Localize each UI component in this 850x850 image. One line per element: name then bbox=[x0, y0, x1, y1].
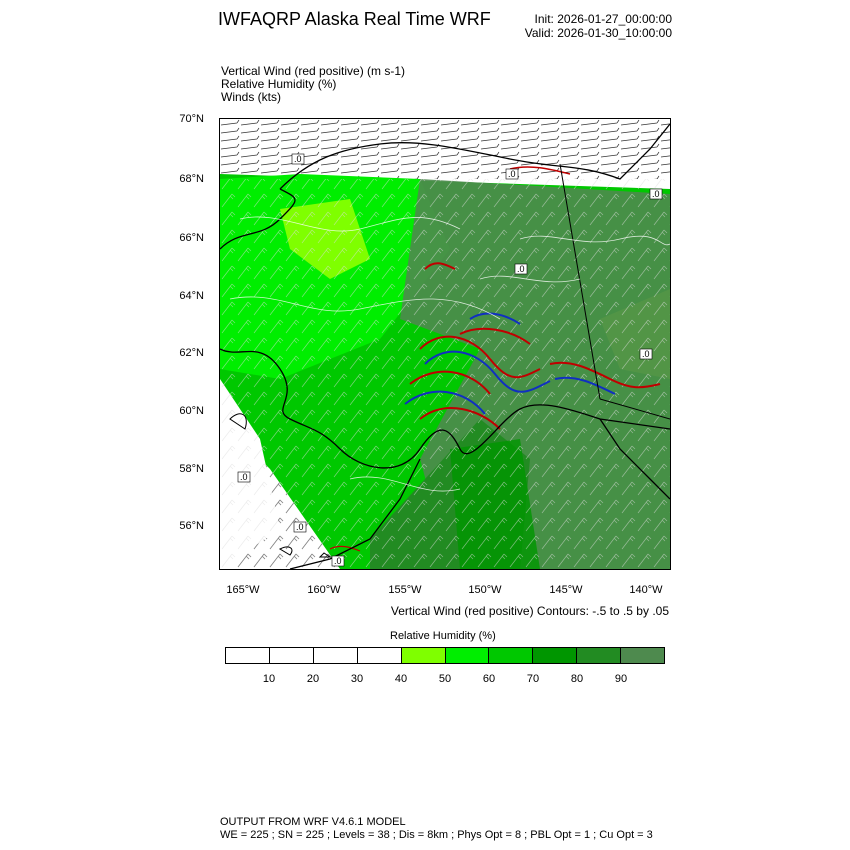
rh-colorbar bbox=[225, 647, 665, 664]
contour-label: .0 bbox=[652, 189, 660, 199]
colorbar-box bbox=[533, 648, 577, 663]
contour-label: .0 bbox=[517, 264, 525, 274]
field-label-relative-humidity: Relative Humidity (%) bbox=[221, 77, 337, 91]
contour-label: .0 bbox=[294, 154, 302, 164]
colorbar-box bbox=[226, 648, 270, 663]
lat-label-70n: 70°N bbox=[179, 113, 204, 125]
map-svg bbox=[220, 119, 670, 569]
plot-title: IWFAQRP Alaska Real Time WRF bbox=[218, 9, 491, 29]
footer-options-line: WE = 225 ; SN = 225 ; Levels = 38 ; Dis = 8km ; Phys Opt = 8 ; PBL Opt = 1 ; Cu Opt = 3 bbox=[220, 829, 653, 841]
colorbar-label: 50 bbox=[438, 673, 452, 685]
lat-label-60n: 60°N bbox=[179, 405, 204, 417]
colorbar-box bbox=[314, 648, 358, 663]
init-time: Init: 2026-01-27_00:00:00 bbox=[534, 12, 672, 26]
contour-label: .0 bbox=[334, 556, 342, 566]
lon-label-150w: 150°W bbox=[468, 584, 502, 596]
colorbar-label: 40 bbox=[394, 673, 408, 685]
colorbar-label: 60 bbox=[482, 673, 496, 685]
lat-label-68n: 68°N bbox=[179, 173, 204, 185]
init-valid-times bbox=[525, 12, 672, 40]
map-panel bbox=[219, 118, 671, 570]
colorbar-box bbox=[489, 648, 533, 663]
lat-label-58n: 58°N bbox=[179, 463, 204, 475]
lat-label-62n: 62°N bbox=[179, 347, 204, 359]
colorbar-label: 30 bbox=[350, 673, 364, 685]
contour-label: .0 bbox=[296, 522, 304, 532]
colorbar-label: 20 bbox=[306, 673, 320, 685]
colorbar-label: 70 bbox=[526, 673, 540, 685]
colorbar-box bbox=[270, 648, 314, 663]
contour-label: .0 bbox=[240, 472, 248, 482]
colorbar-box bbox=[446, 648, 490, 663]
colorbar-label: 90 bbox=[614, 673, 628, 685]
lon-label-160w: 160°W bbox=[307, 584, 341, 596]
northern-wind-barbs bbox=[220, 119, 670, 179]
valid-time: Valid: 2026-01-30_10:00:00 bbox=[524, 26, 672, 40]
field-label-vertical-wind: Vertical Wind (red positive) (m s-1) bbox=[221, 64, 406, 78]
lon-label-140w: 140°W bbox=[629, 584, 663, 596]
footer-model-line: OUTPUT FROM WRF V4.6.1 MODEL bbox=[220, 816, 406, 828]
field-label-winds: Winds (kts) bbox=[221, 90, 281, 104]
colorbar-box bbox=[577, 648, 621, 663]
colorbar-label: 10 bbox=[262, 673, 276, 685]
colorbar-label: 80 bbox=[570, 673, 584, 685]
lat-label-56n: 56°N bbox=[179, 520, 204, 532]
contour-label: .0 bbox=[642, 349, 650, 359]
lon-label-155w: 155°W bbox=[388, 584, 422, 596]
colorbar-box bbox=[402, 648, 446, 663]
colorbar-box bbox=[621, 648, 664, 663]
lat-label-64n: 64°N bbox=[179, 290, 204, 302]
lat-label-66n: 66°N bbox=[179, 232, 204, 244]
lon-label-165w: 165°W bbox=[226, 584, 260, 596]
lon-label-145w: 145°W bbox=[549, 584, 583, 596]
interior-wind-barbs bbox=[220, 179, 670, 569]
colorbar-title: Relative Humidity (%) bbox=[390, 630, 496, 642]
contour-note: Vertical Wind (red positive) Contours: -.5 to .5 by .05 bbox=[390, 604, 669, 618]
colorbar-box bbox=[358, 648, 402, 663]
contour-label: .0 bbox=[508, 169, 516, 179]
